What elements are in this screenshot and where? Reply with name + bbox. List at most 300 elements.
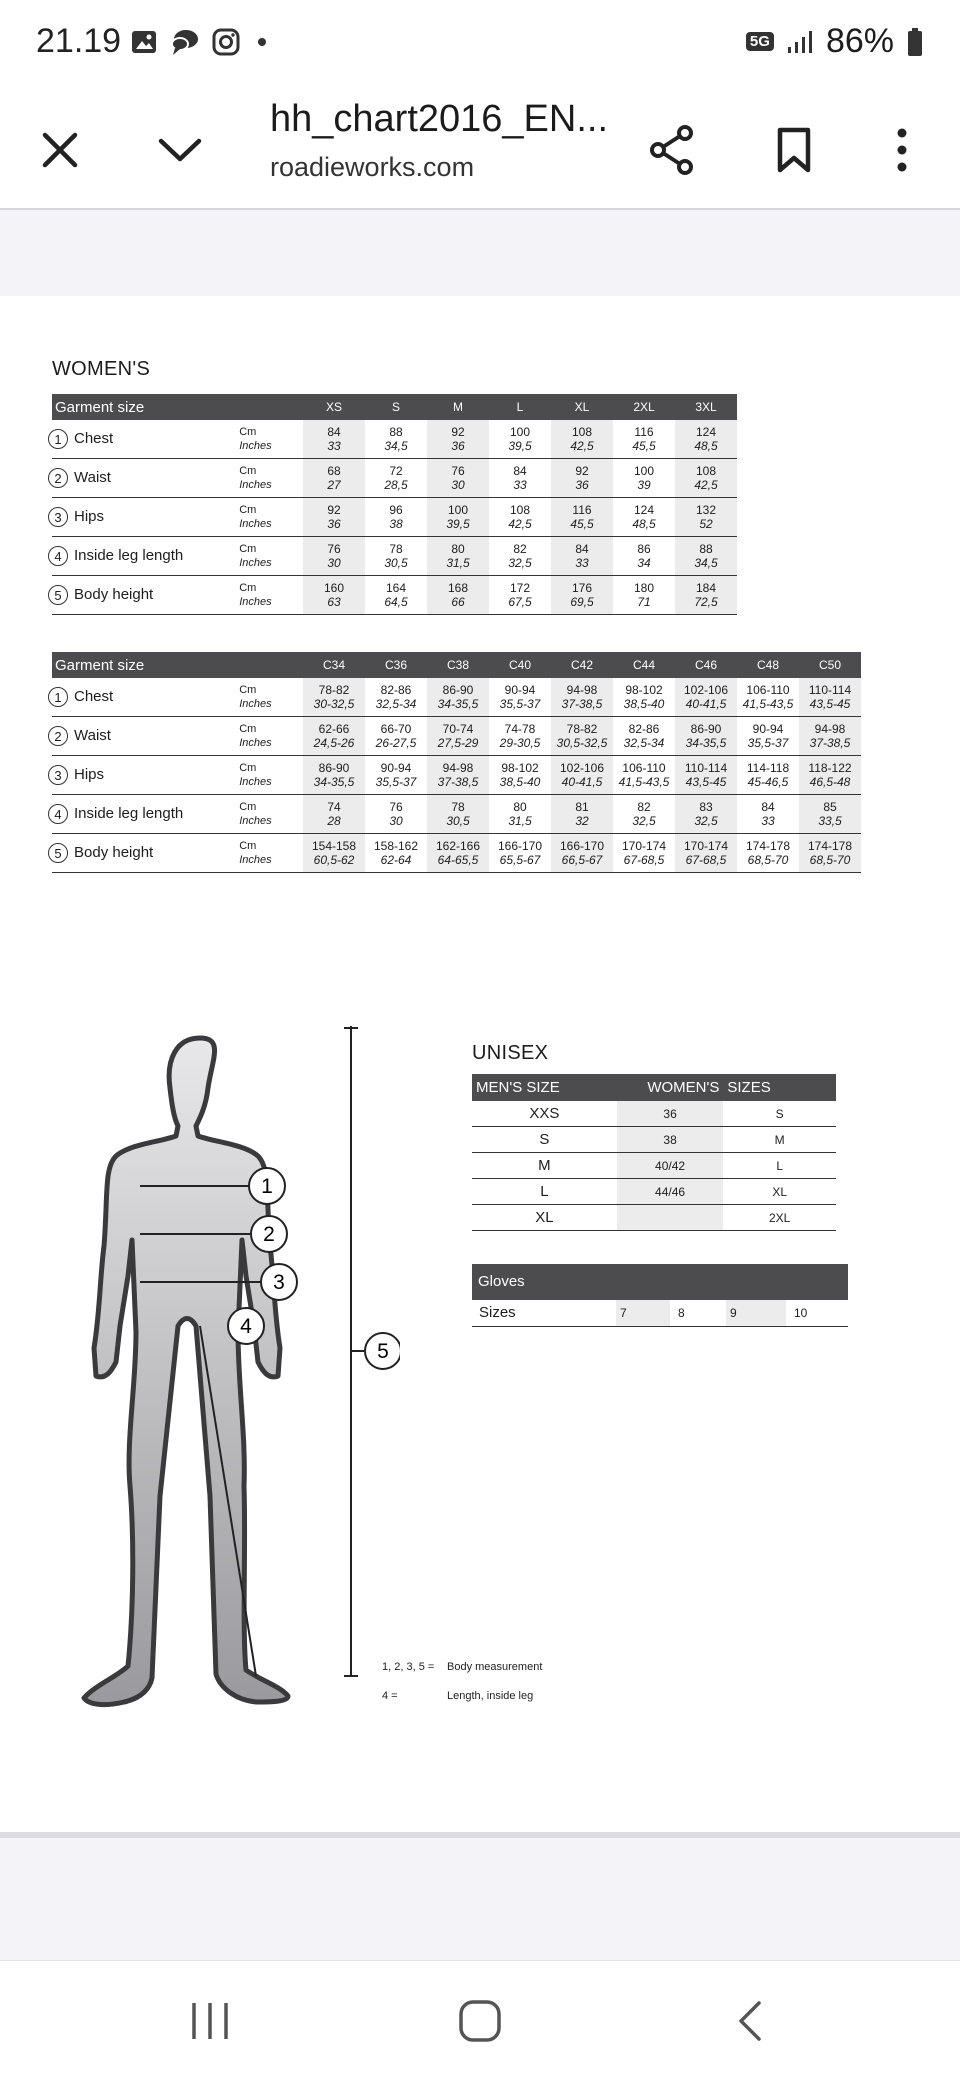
value-inches: 69,5 — [570, 595, 594, 609]
value-cm: 84 — [575, 542, 589, 556]
table-row — [52, 498, 737, 537]
back-button[interactable] — [710, 1991, 790, 2051]
measurement-cell — [489, 678, 551, 717]
measurement-cell — [799, 834, 861, 873]
unisex-size-cell: 2XL — [723, 1205, 836, 1231]
row-label-cell — [52, 537, 239, 576]
value-cm: 82 — [513, 542, 527, 556]
value-inches: 45-46,5 — [747, 775, 789, 789]
value-cm: 116 — [572, 503, 592, 517]
measurement-cell — [365, 576, 427, 615]
size-header-cell: XL — [551, 394, 613, 420]
value-cm: 116 — [634, 425, 654, 439]
value-inches: 39,5 — [446, 517, 470, 531]
gloves-header: Gloves — [472, 1264, 848, 1300]
value-inches: 30 — [389, 814, 403, 828]
value-cm: 92 — [327, 503, 341, 517]
table-row — [52, 795, 861, 834]
measurement-cell — [551, 576, 613, 615]
value-cm: 78-82 — [318, 683, 350, 697]
value-inches: 67-68,5 — [685, 853, 727, 867]
value-cm: 124 — [695, 425, 717, 439]
value-inches: 33 — [513, 478, 527, 492]
measurement-cell — [365, 756, 427, 795]
unit-cm: Cm — [239, 801, 257, 813]
womens-c-size-table — [52, 652, 861, 873]
value-cm: 86-90 — [690, 722, 722, 736]
value-cm: 132 — [695, 503, 717, 517]
table-row — [52, 756, 861, 795]
measurement-cell — [365, 537, 427, 576]
measurement-cell — [551, 834, 613, 873]
measurement-cell — [799, 678, 861, 717]
value-cm: 90-94 — [380, 761, 412, 775]
value-cm: 158-162 — [373, 839, 419, 853]
value-cm: 118-122 — [808, 761, 852, 775]
value-cm: 76 — [327, 542, 341, 556]
value-cm: 98-102 — [625, 683, 663, 697]
value-cm: 78 — [389, 542, 403, 556]
value-cm: 88 — [389, 425, 403, 439]
measurement-cell — [675, 420, 737, 459]
notification-icons — [130, 28, 272, 56]
measurement-cell — [489, 537, 551, 576]
measurement-cell — [551, 537, 613, 576]
pdf-page[interactable] — [0, 296, 960, 1832]
measurement-cell — [303, 576, 365, 615]
value-cm: 92 — [575, 464, 589, 478]
measurement-cell — [613, 537, 675, 576]
value-inches: 32,5-34 — [623, 736, 665, 750]
chevron-down-icon — [157, 135, 203, 165]
row-label-cell — [52, 795, 239, 834]
measurement-cell — [737, 756, 799, 795]
value-inches: 42,5 — [694, 478, 718, 492]
womens-title: WOMEN'S — [52, 358, 151, 380]
value-inches: 30 — [451, 478, 465, 492]
share-button[interactable] — [640, 118, 704, 182]
value-cm: 98-102 — [501, 761, 539, 775]
value-cm: 85 — [823, 800, 837, 814]
value-inches: 32,5 — [694, 814, 718, 828]
value-inches: 36 — [327, 517, 341, 531]
unit-cm: Cm — [239, 543, 257, 555]
measurement-cell — [737, 717, 799, 756]
value-inches: 37-38,5 — [809, 736, 851, 750]
measurement-cell — [613, 420, 675, 459]
value-cm: 154-158 — [311, 839, 357, 853]
value-inches: 34-35,5 — [685, 736, 727, 750]
unit-cm: Cm — [239, 504, 257, 516]
value-inches: 32,5-34 — [375, 697, 417, 711]
value-inches: 27 — [327, 478, 341, 492]
more-vertical-icon — [894, 127, 910, 173]
row-label: Hips — [74, 765, 105, 783]
value-cm: 66-70 — [380, 722, 412, 736]
value-cm: 92 — [451, 425, 465, 439]
value-cm: 106-110 — [622, 761, 666, 775]
glove-size: 10 — [794, 1306, 808, 1320]
measurement-cell — [427, 537, 489, 576]
row-number-badge: 4 — [48, 546, 68, 566]
size-header-cell: XS — [303, 394, 365, 420]
row-label-cell — [52, 678, 239, 717]
glove-size: 9 — [726, 1300, 786, 1326]
measurement-cell — [303, 756, 365, 795]
row-label: Body height — [74, 585, 154, 603]
row-label-cell — [52, 420, 239, 459]
bookmark-icon — [774, 126, 814, 174]
value-cm: 62-66 — [318, 722, 350, 736]
measurement-cell — [489, 459, 551, 498]
more-notifications-dot-icon — [252, 28, 272, 56]
value-inches: 45,5 — [632, 439, 656, 453]
row-label-cell — [52, 717, 239, 756]
row-number-badge: 4 — [48, 804, 68, 824]
page-url: roadieworks.com — [270, 152, 475, 182]
status-time: 21.19 — [36, 22, 122, 60]
mens-size-cell: S — [472, 1127, 617, 1153]
value-inches: 46,5-48 — [809, 775, 851, 789]
value-inches: 64,5 — [384, 595, 408, 609]
size-header-cell: 2XL — [613, 394, 675, 420]
value-cm: 83 — [699, 800, 713, 814]
value-inches: 29-30,5 — [499, 736, 541, 750]
value-inches: 31,5 — [446, 556, 470, 570]
measurement-cell — [427, 756, 489, 795]
measurement-cell — [613, 834, 675, 873]
value-cm: 100 — [633, 464, 655, 478]
value-cm: 108 — [509, 503, 531, 517]
unit-inches: Inches — [239, 854, 272, 866]
unit-cell — [239, 756, 303, 795]
size-header-cell: 3XL — [675, 394, 737, 420]
value-cm: 81 — [575, 800, 589, 814]
unit-cell — [239, 459, 303, 498]
svg-text:1: 1 — [261, 1175, 273, 1198]
measurement-cell — [551, 678, 613, 717]
row-number-badge: 5 — [48, 843, 68, 863]
measurement-cell — [551, 459, 613, 498]
glove-size: 8 — [678, 1306, 685, 1320]
measurement-cell — [737, 834, 799, 873]
value-inches: 64-65,5 — [437, 853, 479, 867]
table-header-label: Garment size — [52, 652, 303, 678]
value-inches: 24,5-26 — [313, 736, 355, 750]
measurement-cell — [675, 756, 737, 795]
value-inches: 38,5-40 — [623, 697, 665, 711]
measurement-cell — [489, 795, 551, 834]
unit-cell — [239, 420, 303, 459]
measurement-cell — [675, 459, 737, 498]
value-inches: 34 — [637, 556, 651, 570]
unit-inches: Inches — [239, 518, 272, 530]
value-inches: 48,5 — [694, 439, 718, 453]
marker-5 — [365, 1333, 400, 1369]
womens-size-cell: 44/46 — [617, 1179, 724, 1205]
measurement-cell — [737, 678, 799, 717]
value-cm: 94-98 — [566, 683, 598, 697]
value-inches: 63 — [327, 595, 341, 609]
value-inches: 68,5-70 — [747, 853, 789, 867]
row-label: Body height — [74, 843, 154, 861]
status-right — [746, 22, 924, 61]
value-inches: 35,5-37 — [375, 775, 417, 789]
size-header-cell: C50 — [799, 652, 861, 678]
measurement-cell — [675, 576, 737, 615]
gloves-label: Sizes — [479, 1304, 516, 1321]
measurement-cell — [427, 459, 489, 498]
unit-cm: Cm — [239, 582, 257, 594]
value-cm: 74-78 — [504, 722, 536, 736]
measurement-cell — [551, 795, 613, 834]
value-inches: 30-32,5 — [313, 697, 355, 711]
browser-toolbar — [0, 90, 960, 210]
unisex-size-table — [472, 1074, 836, 1231]
table-row — [52, 834, 861, 873]
value-cm: 74 — [327, 800, 341, 814]
gallery-icon — [130, 28, 158, 56]
value-cm: 86 — [637, 542, 651, 556]
value-cm: 102-106 — [559, 761, 605, 775]
unisex-size-cell: XL — [723, 1179, 836, 1205]
minimize-button[interactable] — [148, 118, 212, 182]
value-inches: 37-38,5 — [561, 697, 603, 711]
value-inches: 33,5 — [818, 814, 842, 828]
unisex-title: UNISEX — [472, 1042, 549, 1064]
value-cm: 80 — [513, 800, 527, 814]
value-inches: 52 — [699, 517, 713, 531]
table-row — [472, 1179, 836, 1205]
value-inches: 28 — [327, 814, 341, 828]
unit-inches: Inches — [239, 479, 272, 491]
value-inches: 34-35,5 — [437, 697, 479, 711]
row-number-badge: 1 — [48, 687, 68, 707]
value-cm: 166-170 — [497, 839, 543, 853]
value-cm: 78 — [451, 800, 465, 814]
value-inches: 33 — [761, 814, 775, 828]
unit-cell — [239, 576, 303, 615]
row-number-badge: 3 — [48, 765, 68, 785]
table-row — [472, 1101, 836, 1127]
measurement-cell — [427, 678, 489, 717]
marker-3 — [261, 1264, 297, 1300]
value-inches: 62-64 — [380, 853, 412, 867]
value-cm: 70-74 — [442, 722, 474, 736]
measurement-cell — [613, 459, 675, 498]
value-inches: 45,5 — [570, 517, 594, 531]
value-cm: 82-86 — [380, 683, 412, 697]
home-button[interactable] — [440, 1991, 520, 2051]
battery-icon — [906, 27, 924, 57]
value-inches: 37-38,5 — [437, 775, 479, 789]
body-measurement-figure — [60, 1026, 400, 1756]
value-cm: 110-114 — [684, 761, 728, 775]
row-label-cell — [52, 834, 239, 873]
table-row — [472, 1205, 836, 1231]
value-cm: 86-90 — [442, 683, 474, 697]
value-cm: 170-174 — [683, 839, 729, 853]
value-inches: 31,5 — [508, 814, 532, 828]
measurement-cell — [551, 717, 613, 756]
back-icon — [735, 1999, 765, 2043]
measurement-cell — [613, 717, 675, 756]
status-bar — [0, 0, 960, 90]
unit-cm: Cm — [239, 723, 257, 735]
unisex-size-cell: S — [723, 1101, 836, 1127]
value-inches: 41,5-43,5 — [742, 697, 794, 711]
value-inches: 48,5 — [632, 517, 656, 531]
home-icon — [458, 1999, 502, 2043]
measurement-cell — [675, 834, 737, 873]
marker-4 — [228, 1308, 264, 1344]
unisex-header-women: WOMEN'S — [617, 1074, 724, 1101]
mens-size-cell: XXS — [472, 1101, 617, 1127]
womens-size-table — [52, 394, 737, 615]
human-silhouette — [84, 1038, 288, 1705]
value-inches: 38 — [389, 517, 403, 531]
bookmark-button[interactable] — [762, 118, 826, 182]
size-header-cell: C46 — [675, 652, 737, 678]
value-inches: 35,5-37 — [747, 736, 789, 750]
value-cm: 170-174 — [621, 839, 667, 853]
measurement-cell — [613, 756, 675, 795]
measurement-cell — [489, 717, 551, 756]
measurement-cell — [303, 498, 365, 537]
value-cm: 106-110 — [746, 683, 790, 697]
instagram-icon — [212, 28, 240, 56]
unit-cell — [239, 537, 303, 576]
row-number-badge: 3 — [48, 507, 68, 527]
value-cm: 164 — [385, 581, 407, 595]
table-row — [52, 459, 737, 498]
value-cm: 82 — [637, 800, 651, 814]
value-cm: 168 — [447, 581, 469, 595]
measurement-cell — [303, 459, 365, 498]
value-cm: 72 — [389, 464, 403, 478]
marker-2 — [251, 1216, 287, 1252]
row-label-cell — [52, 576, 239, 615]
table-row — [52, 576, 737, 615]
measurement-cell — [489, 756, 551, 795]
measurement-cell — [427, 498, 489, 537]
measurement-cell — [365, 834, 427, 873]
value-cm: 80 — [451, 542, 465, 556]
table-row — [52, 678, 861, 717]
row-number-badge: 2 — [48, 726, 68, 746]
measurement-cell — [675, 537, 737, 576]
value-cm: 124 — [633, 503, 655, 517]
unit-cm: Cm — [239, 762, 257, 774]
value-cm: 180 — [633, 581, 655, 595]
more-options-button[interactable] — [870, 118, 934, 182]
value-cm: 76 — [389, 800, 403, 814]
measurement-cell — [675, 717, 737, 756]
recent-apps-button[interactable] — [170, 1991, 250, 2051]
table-row — [52, 537, 737, 576]
legend-key-2: 4 = — [382, 1690, 398, 1702]
value-inches: 68,5-70 — [809, 853, 851, 867]
measurement-cell — [365, 717, 427, 756]
page-gap-bottom — [0, 1838, 960, 1960]
value-inches: 39,5 — [508, 439, 532, 453]
row-label: Hips — [74, 507, 105, 525]
womens-size-cell: 38 — [617, 1127, 724, 1153]
value-inches: 30,5 — [384, 556, 408, 570]
unit-cm: Cm — [239, 465, 257, 477]
value-inches: 42,5 — [570, 439, 594, 453]
row-label-cell — [52, 756, 239, 795]
womens-size-cell: 40/42 — [617, 1153, 724, 1179]
measurement-cell — [551, 420, 613, 459]
svg-text:3: 3 — [273, 1271, 285, 1294]
value-inches: 27,5-29 — [437, 736, 479, 750]
unit-inches: Inches — [239, 596, 272, 608]
legend-value-1: Body measurement — [447, 1661, 543, 1673]
measurement-cell — [613, 498, 675, 537]
unit-inches: Inches — [239, 557, 272, 569]
value-inches: 28,5 — [384, 478, 408, 492]
value-cm: 100 — [509, 425, 531, 439]
value-cm: 96 — [389, 503, 403, 517]
measurement-cell — [799, 756, 861, 795]
battery-percent: 86% — [825, 22, 894, 60]
value-cm: 166-170 — [559, 839, 605, 853]
unit-cell — [239, 834, 303, 873]
measurement-cell — [489, 576, 551, 615]
size-header-cell: C38 — [427, 652, 489, 678]
row-label-cell — [52, 498, 239, 537]
value-inches: 33 — [575, 556, 589, 570]
close-button[interactable] — [28, 118, 92, 182]
size-header-cell: M — [427, 394, 489, 420]
measurement-cell — [427, 717, 489, 756]
value-cm: 108 — [571, 425, 593, 439]
value-inches: 40-41,5 — [561, 775, 603, 789]
measurement-cell — [613, 576, 675, 615]
unisex-header-men: MEN'S SIZE — [472, 1074, 617, 1101]
value-cm: 76 — [451, 464, 465, 478]
unit-cell — [239, 795, 303, 834]
value-cm: 110-114 — [808, 683, 852, 697]
table-row — [52, 717, 861, 756]
value-inches: 40-41,5 — [685, 697, 727, 711]
value-inches: 39 — [637, 478, 651, 492]
measurement-cell — [427, 576, 489, 615]
measurement-cell — [303, 678, 365, 717]
value-inches: 72,5 — [694, 595, 718, 609]
measurement-cell — [365, 795, 427, 834]
value-cm: 90-94 — [504, 683, 536, 697]
unit-cm: Cm — [239, 684, 257, 696]
measurement-cell — [427, 834, 489, 873]
value-inches: 71 — [637, 595, 651, 609]
value-inches: 30,5-32,5 — [556, 736, 608, 750]
size-header-cell: C34 — [303, 652, 365, 678]
measurement-cell — [489, 498, 551, 537]
size-header-cell: C36 — [365, 652, 427, 678]
measurement-cell — [303, 537, 365, 576]
measurement-cell — [303, 717, 365, 756]
value-inches: 34,5 — [384, 439, 408, 453]
value-cm: 102-106 — [683, 683, 729, 697]
measurement-cell — [303, 420, 365, 459]
value-inches: 32 — [575, 814, 589, 828]
value-inches: 30,5 — [446, 814, 470, 828]
row-label: Chest — [74, 687, 114, 705]
row-number-badge: 5 — [48, 585, 68, 605]
value-cm: 184 — [695, 581, 717, 595]
